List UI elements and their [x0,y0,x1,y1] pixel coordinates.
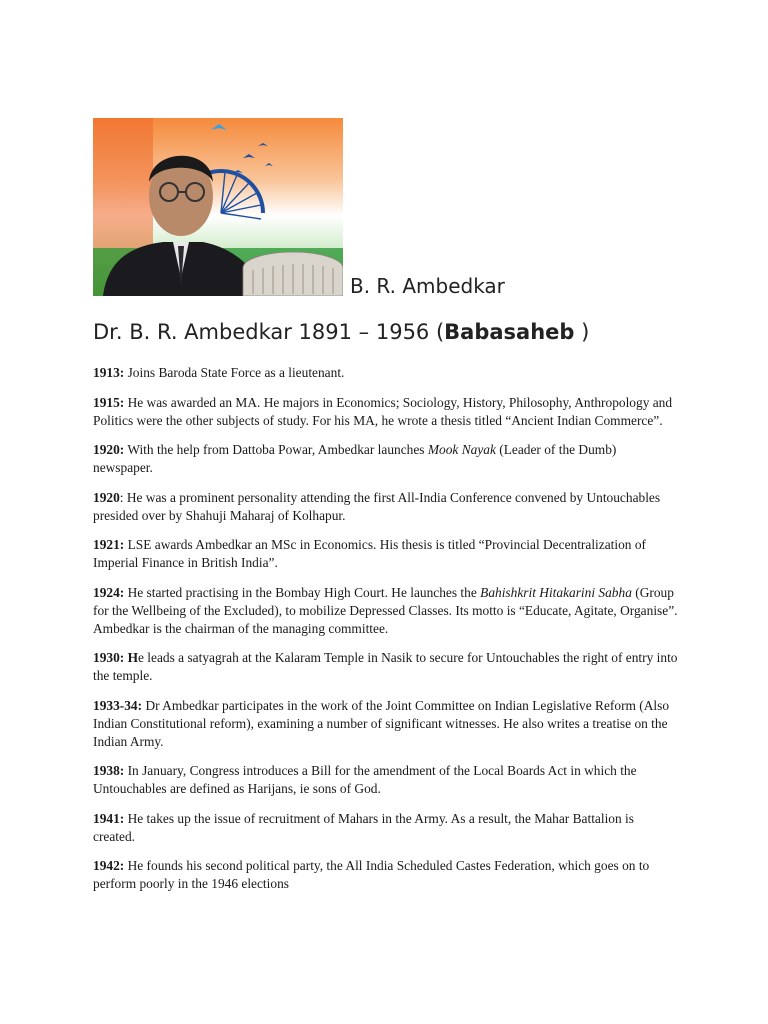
title-text: Dr. B. R. Ambedkar 1891 – 1956 ( [93,320,445,344]
entry-year: 1933-34: [93,697,143,713]
entry-text: He was awarded an MA. He majors in Economics; Sociology, History, Philosophy, Anthropology and Politics were the other subjects of study. For his MA, he wrote a thesis titled “Ancient Indian Commerce”. [93,394,673,428]
entry-italic: Bahishkrit Hitakarini Sabha [480,584,632,600]
entry-text: LSE awards Ambedkar an MSc in Economics. His thesis is titled “Provincial Decentralization of Imperial Finance in British India”. [93,537,646,570]
entry-year: 1930: H [93,650,139,665]
entry-year: 1920 [93,489,120,505]
entry-year: 1924: [93,584,125,600]
page-title [93,320,589,344]
entry-year: 1941: [93,810,125,826]
entry-text: (Group for the Wellbeing of the Excluded), to mobilize Depressed Classes. Its motto is “Educate, Agitate, Organise”. Ambedkar is the chairman of the managing committee. [93,584,678,636]
entry-text: e leads a satyagrah at the Kalaram Temple in Nasik to secure for Untouchables the right of entry into the temple. [93,650,678,683]
entry-year: 1921: [93,537,125,552]
entry-text: (Leader of the Dumb) newspaper. [93,442,617,475]
timeline-entry [93,649,678,685]
entry-text: Joins Baroda State Force as a lieutenant. [124,365,345,380]
entry-year: 1938: [93,763,125,778]
portrait-with-flag-icon [93,118,343,296]
entry-text: : He was a prominent personality attending the first All-India Conference convened by Untouchables presided over by Shahuji Maharaj of Kolhapur. [93,489,661,523]
timeline-entry [93,536,678,572]
timeline-entry [93,810,678,846]
timeline-entry [93,857,678,893]
entry-year: 1942: [93,858,125,873]
timeline-entry [93,364,678,382]
entry-text: Dr Ambedkar participates in the work of the Joint Committee on Indian Legislative Reform (Also Indian Constitutional reform), examining a number of significant witnesses. He also writes a treatise on the Indian Army. [93,697,670,749]
entry-year: 1915: [93,394,125,410]
image-caption: B. R. Ambedkar [350,274,505,298]
timeline-entry [93,584,678,638]
entry-text: He founds his second political party, the All India Scheduled Castes Federation, which goes on to perform poorly in the 1946 elections [93,858,650,891]
timeline-entry [93,394,678,430]
entry-text: With the help from Dattoba Powar, Ambedkar launches [124,442,428,457]
timeline-entry [93,762,678,798]
title-close-text: ) [574,320,590,344]
entry-italic: Mook Nayak [427,442,496,457]
timeline [93,364,678,905]
timeline-entry [93,441,678,477]
entry-year: 1920: [93,442,125,457]
timeline-entry [93,697,678,751]
entry-text: In January, Congress introduces a Bill for the amendment of the Local Boards Act in which the Untouchables are defined as Harijans, ie sons of God. [93,763,637,796]
timeline-entry [93,489,678,525]
entry-text: He takes up the issue of recruitment of Mahars in the Army. As a result, the Mahar Battalion is created. [93,810,634,844]
entry-year: 1913: [93,365,125,380]
title-bold-text: Babasaheb [444,320,575,344]
entry-text: He started practising in the Bombay High Court. He launches the [124,584,481,600]
